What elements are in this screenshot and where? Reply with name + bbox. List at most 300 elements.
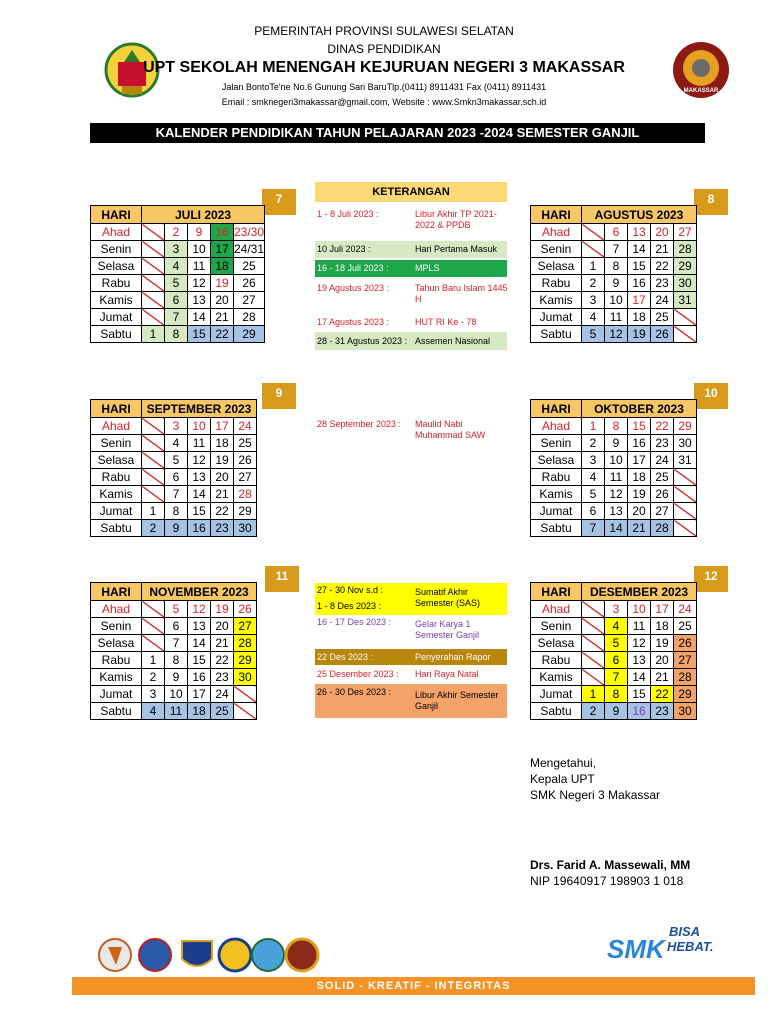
date-cell: 10: [605, 452, 628, 469]
date-cell: 16: [188, 520, 211, 537]
day-label: Jumat: [91, 503, 142, 520]
date-cell: 30: [674, 275, 697, 292]
date-cell: 2: [582, 275, 605, 292]
date-cell: 22: [651, 258, 674, 275]
ket-item: 10 Juli 2023 : Hari Pertama Masuk: [315, 241, 507, 258]
date-cell: 22: [651, 686, 674, 703]
day-label: Senin: [91, 435, 142, 452]
date-cell: 8: [165, 326, 188, 343]
date-cell: 30: [234, 669, 257, 686]
date-cell: 21: [628, 520, 651, 537]
date-cell: [142, 275, 165, 292]
date-cell: 16: [628, 435, 651, 452]
day-label: Jumat: [531, 686, 582, 703]
day-label: Sabtu: [531, 520, 582, 537]
date-cell: 27: [234, 618, 257, 635]
day-label: Ahad: [91, 224, 142, 241]
date-cell: 25: [674, 618, 697, 635]
date-cell: 23/30: [234, 225, 265, 239]
date-cell: 25: [234, 435, 257, 452]
date-cell: 23: [211, 669, 234, 686]
date-cell: 14: [628, 241, 651, 258]
date-cell: 18: [628, 309, 651, 326]
day-label: Kamis: [531, 292, 582, 309]
month-title: SEPTEMBER 2023: [142, 400, 257, 418]
date-cell: 13: [605, 503, 628, 520]
date-cell: [234, 686, 257, 703]
smk-bisa-hebat-logo: [605, 922, 735, 972]
date-cell: 13: [188, 469, 211, 486]
date-cell: 24: [651, 292, 674, 309]
day-label: Sabtu: [531, 326, 582, 343]
date-cell: 9: [605, 275, 628, 292]
day-label: Kamis: [91, 486, 142, 503]
date-cell: 11: [605, 469, 628, 486]
date-cell: 1: [142, 326, 165, 343]
date-cell: 31: [674, 452, 697, 469]
date-cell: 13: [188, 292, 211, 309]
date-cell: 27: [674, 652, 697, 669]
page-title: KALENDER PENDIDIKAN TAHUN PELAJARAN 2023 -2024 SEMESTER GANJIL: [90, 123, 705, 143]
date-cell: 14: [188, 486, 211, 503]
date-cell: 26: [651, 326, 674, 343]
date-cell: [582, 601, 605, 618]
day-label: Selasa: [531, 635, 582, 652]
date-cell: 22: [651, 418, 674, 435]
date-cell: 7: [165, 486, 188, 503]
date-cell: 2: [142, 669, 165, 686]
day-label: Kamis: [531, 486, 582, 503]
date-cell: 4: [605, 618, 628, 635]
date-cell: 1: [582, 258, 605, 275]
ket-item: 25 Desember 2023 : Hari Raya Natal: [317, 669, 479, 679]
footer-motto: SOLID - KREATIF - INTEGRITAS: [72, 977, 755, 995]
date-cell: 5: [582, 486, 605, 503]
date-cell: 2: [582, 435, 605, 452]
date-cell: 24: [651, 452, 674, 469]
month-number-badge: 10: [694, 383, 728, 409]
date-cell: 21: [211, 486, 234, 503]
date-cell: [142, 469, 165, 486]
signature-line2: Kepala UPT: [530, 772, 595, 786]
date-cell: 6: [165, 469, 188, 486]
date-cell: 5: [165, 452, 188, 469]
date-cell: 22: [211, 652, 234, 669]
day-label: Jumat: [91, 309, 142, 326]
date-cell: [142, 435, 165, 452]
date-cell: [582, 618, 605, 635]
date-cell: [142, 292, 165, 309]
date-cell: [142, 486, 165, 503]
date-cell: 25: [651, 469, 674, 486]
day-label: Sabtu: [91, 520, 142, 537]
month-title: JULI 2023: [142, 206, 265, 224]
date-cell: 12: [188, 275, 211, 292]
signature-line3: SMK Negeri 3 Makassar: [530, 788, 661, 802]
date-cell: 31: [674, 292, 697, 309]
date-cell: 10: [605, 292, 628, 309]
date-cell: 19: [651, 635, 674, 652]
date-cell: 17: [211, 241, 234, 258]
date-cell: 21: [211, 635, 234, 652]
month-number-badge: 11: [265, 566, 299, 592]
date-cell: 11: [165, 703, 188, 720]
date-cell: 8: [605, 258, 628, 275]
date-cell: 4: [165, 435, 188, 452]
date-cell: 12: [605, 486, 628, 503]
date-cell: 29: [234, 326, 265, 343]
day-label: Senin: [531, 618, 582, 635]
date-cell: 23: [651, 703, 674, 720]
date-cell: 2: [165, 224, 188, 241]
day-label: Selasa: [91, 635, 142, 652]
day-label: Ahad: [531, 224, 582, 241]
date-cell: 18: [628, 469, 651, 486]
calendar-nov: [90, 582, 257, 720]
date-cell: 23: [211, 520, 234, 537]
date-cell: 6: [582, 503, 605, 520]
month-number-badge: 7: [262, 189, 296, 215]
date-cell: 15: [628, 686, 651, 703]
date-cell: 19: [628, 326, 651, 343]
date-cell: 10: [628, 601, 651, 618]
day-label: Senin: [531, 241, 582, 258]
smk-logo-bisa: BISA: [669, 924, 701, 939]
date-cell: 25: [211, 703, 234, 720]
day-label: Rabu: [531, 652, 582, 669]
ket-item: 1 - 8 Juli 2023 : Libur Akhir TP 2021-2022 & PPDB: [317, 209, 497, 230]
date-cell: 28: [674, 669, 697, 686]
day-label: Selasa: [91, 452, 142, 469]
date-cell: 20: [211, 618, 234, 635]
date-cell: 19: [628, 486, 651, 503]
calendar-dec: [530, 582, 697, 720]
calendar-oct: [530, 399, 697, 537]
ket-item: 19 Agustus 2023 : Tahun Baru Islam 1445 H: [317, 283, 508, 304]
date-cell: 7: [605, 669, 628, 686]
day-label: Senin: [91, 618, 142, 635]
day-label: Jumat: [531, 503, 582, 520]
date-cell: 9: [605, 435, 628, 452]
date-cell: 1: [582, 686, 605, 703]
date-cell: 7: [165, 635, 188, 652]
date-cell: 6: [165, 618, 188, 635]
date-cell: 1: [142, 503, 165, 520]
date-cell: 10: [188, 418, 211, 435]
signature-nip: NIP 19640917 198903 1 018: [530, 874, 684, 888]
date-cell: 14: [605, 520, 628, 537]
date-cell: 13: [188, 618, 211, 635]
header-province: PEMERINTAH PROVINSI SULAWESI SELATAN: [254, 24, 514, 38]
date-cell: 16: [188, 669, 211, 686]
date-cell: 8: [605, 686, 628, 703]
date-cell: 6: [165, 292, 188, 309]
date-cell: 25: [651, 309, 674, 326]
date-cell: [674, 309, 697, 326]
date-cell: [582, 652, 605, 669]
day-column-header: HARI: [531, 400, 582, 418]
date-cell: 20: [651, 652, 674, 669]
header-address: Jalan BontoTe'ne No.6 Gunung Sari BaruTlp.(0411) 8911431 Fax (0411) 8911431: [221, 82, 547, 92]
day-label: Senin: [531, 435, 582, 452]
date-cell: 16: [211, 224, 234, 241]
date-cell: 1: [142, 652, 165, 669]
date-cell: 9: [605, 703, 628, 720]
date-cell: 18: [651, 618, 674, 635]
date-cell: [674, 520, 697, 537]
date-cell: 11: [605, 309, 628, 326]
date-cell: 4: [165, 258, 188, 275]
date-cell: 26: [674, 635, 697, 652]
date-cell: 11: [188, 435, 211, 452]
date-cell: 4: [582, 469, 605, 486]
date-cell: 22: [211, 503, 234, 520]
ket-item: 28 September 2023 : Maulid Nabi Muhammad SAW: [317, 419, 486, 440]
day-label: Kamis: [91, 292, 142, 309]
date-cell: 28: [234, 486, 257, 503]
ket-item: 16 - 18 Juli 2023 : MPLS: [315, 260, 507, 277]
date-cell: 14: [188, 635, 211, 652]
month-title: OKTOBER 2023: [582, 400, 697, 418]
day-label: Ahad: [531, 601, 582, 618]
date-cell: [582, 241, 605, 258]
day-label: Senin: [91, 241, 142, 258]
header-department: DINAS PENDIDIKAN: [327, 42, 441, 56]
day-label: Rabu: [91, 652, 142, 669]
date-cell: 13: [628, 652, 651, 669]
date-cell: [234, 703, 257, 720]
date-cell: 18: [188, 703, 211, 720]
day-label: Selasa: [531, 452, 582, 469]
smk-logo-caption: MAKASSAR: [683, 88, 719, 94]
date-cell: 20: [651, 224, 674, 241]
date-cell: 8: [165, 652, 188, 669]
ket-item: 26 - 30 Des 2023 : Libur Akhir Semester Ganjil: [315, 684, 507, 718]
day-label: Jumat: [531, 309, 582, 326]
date-cell: 10: [188, 241, 211, 258]
day-column-header: HARI: [91, 583, 142, 601]
date-cell: 27: [651, 503, 674, 520]
date-cell: 3: [142, 686, 165, 703]
day-label: Rabu: [91, 275, 142, 292]
date-cell: 25: [234, 258, 265, 275]
date-cell: [142, 258, 165, 275]
day-label: Ahad: [531, 418, 582, 435]
date-cell: 22: [211, 326, 234, 343]
date-cell: 5: [165, 601, 188, 618]
date-cell: 10: [165, 686, 188, 703]
day-label: Ahad: [91, 418, 142, 435]
ket-item: 28 - 31 Agustus 2023 : Assemen Nasional: [315, 332, 507, 350]
ket-item: 17 Agustus 2023 : HUT RI Ke - 78: [317, 317, 477, 327]
day-label: Ahad: [91, 601, 142, 618]
date-cell: [142, 224, 165, 241]
date-cell: 30: [674, 435, 697, 452]
date-cell: 7: [582, 520, 605, 537]
signature-line1: Mengetahui,: [530, 756, 597, 770]
date-cell: [582, 224, 605, 241]
date-cell: 18: [211, 258, 234, 275]
date-cell: 5: [605, 635, 628, 652]
date-cell: 3: [582, 452, 605, 469]
date-cell: [142, 309, 165, 326]
date-cell: 11: [188, 258, 211, 275]
date-cell: 19: [211, 275, 234, 292]
date-cell: [142, 418, 165, 435]
date-cell: 15: [188, 326, 211, 343]
date-cell: [142, 241, 165, 258]
date-cell: 14: [188, 309, 211, 326]
day-column-header: HARI: [531, 583, 582, 601]
date-cell: 29: [234, 652, 257, 669]
date-cell: 13: [628, 224, 651, 241]
ket-item: 22 Des 2023 : Penyerahan Rapor: [315, 649, 507, 665]
date-cell: 17: [628, 452, 651, 469]
keterangan-title: KETERANGAN: [315, 182, 507, 202]
date-cell: [582, 635, 605, 652]
date-cell: 8: [605, 418, 628, 435]
date-cell: 8: [165, 503, 188, 520]
date-cell: [674, 503, 697, 520]
date-cell: 27: [234, 469, 257, 486]
date-cell: 17: [628, 292, 651, 309]
date-cell: 29: [234, 503, 257, 520]
month-title: AGUSTUS 2023: [582, 206, 697, 224]
date-cell: 27: [234, 292, 265, 309]
header-school-name: UPT SEKOLAH MENENGAH KEJURUAN NEGERI 3 MAKASSAR: [143, 59, 625, 76]
date-cell: 26: [651, 486, 674, 503]
date-cell: 3: [605, 601, 628, 618]
date-cell: 20: [211, 292, 234, 309]
date-cell: 3: [582, 292, 605, 309]
date-cell: 4: [582, 309, 605, 326]
date-cell: 30: [234, 520, 257, 537]
month-number-badge: 12: [694, 566, 728, 592]
signature-name: Drs. Farid A. Massewali, MM: [530, 858, 691, 872]
date-cell: 11: [628, 618, 651, 635]
date-cell: 28: [234, 635, 257, 652]
day-label: Sabtu: [91, 703, 142, 720]
date-cell: 20: [628, 503, 651, 520]
date-cell: 28: [651, 520, 674, 537]
date-cell: 21: [651, 669, 674, 686]
date-cell: [142, 618, 165, 635]
month-number-badge: 8: [694, 189, 728, 215]
date-cell: 15: [188, 503, 211, 520]
ket-item: 27 - 30 Nov s.d : Sumatif Akhir Semester (SAS) 1 - 8 Des 2023 :: [315, 583, 507, 615]
month-number-badge: 9: [262, 383, 296, 409]
date-cell: 18: [211, 435, 234, 452]
date-cell: 19: [211, 452, 234, 469]
date-cell: 5: [165, 275, 188, 292]
date-cell: 2: [582, 703, 605, 720]
smk-logo-main: SMK: [607, 934, 665, 964]
date-cell: 17: [651, 601, 674, 618]
date-cell: 15: [188, 652, 211, 669]
month-title: DESEMBER 2023: [582, 583, 697, 601]
date-cell: [142, 635, 165, 652]
calendar-sep: [90, 399, 257, 537]
date-cell: 28: [234, 309, 265, 326]
day-label: Jumat: [91, 686, 142, 703]
date-cell: 9: [165, 520, 188, 537]
date-cell: 6: [605, 224, 628, 241]
day-label: Rabu: [531, 469, 582, 486]
date-cell: 26: [234, 601, 257, 618]
date-cell: 26: [234, 452, 257, 469]
day-column-header: HARI: [91, 206, 142, 224]
date-cell: 12: [605, 326, 628, 343]
partner-logos: [98, 935, 320, 980]
date-cell: 24: [234, 418, 257, 435]
date-cell: 9: [188, 224, 211, 241]
date-cell: 2: [142, 520, 165, 537]
date-cell: 12: [628, 635, 651, 652]
date-cell: 17: [211, 418, 234, 435]
calendar-aug: [530, 205, 697, 343]
date-cell: 9: [165, 669, 188, 686]
date-cell: 29: [674, 686, 697, 703]
date-cell: 4: [142, 703, 165, 720]
date-cell: 29: [674, 418, 697, 435]
ket-item: 16 - 17 Des 2023 : Gelar Karya 1 Semester Ganjil: [317, 617, 480, 640]
date-cell: 12: [188, 601, 211, 618]
smk-logo-hebat: HEBAT.: [667, 939, 714, 954]
date-cell: [674, 326, 697, 343]
date-cell: 7: [165, 309, 188, 326]
date-cell: 5: [582, 326, 605, 343]
date-cell: 15: [628, 258, 651, 275]
date-cell: 19: [211, 601, 234, 618]
header-contact: Email : smknegeri3makassar@gmail.com, Website : www.Smkn3makassar.sch.id: [221, 97, 547, 107]
date-cell: 29: [674, 258, 697, 275]
day-label: Sabtu: [91, 326, 142, 343]
date-cell: 30: [674, 703, 697, 720]
date-cell: 23: [651, 275, 674, 292]
date-cell: [142, 601, 165, 618]
date-cell: 16: [628, 703, 651, 720]
day-column-header: HARI: [531, 206, 582, 224]
date-cell: 14: [628, 669, 651, 686]
date-cell: 23: [651, 435, 674, 452]
date-cell: 17: [188, 686, 211, 703]
day-label: Selasa: [91, 258, 142, 275]
date-cell: 28: [674, 241, 697, 258]
date-cell: 3: [165, 241, 188, 258]
date-cell: 21: [211, 309, 234, 326]
date-cell: 15: [628, 418, 651, 435]
signature-block: [530, 755, 660, 803]
date-cell: [142, 452, 165, 469]
day-label: Selasa: [531, 258, 582, 275]
month-title: NOVEMBER 2023: [142, 583, 257, 601]
day-label: Rabu: [91, 469, 142, 486]
date-cell: [674, 486, 697, 503]
date-cell: 24: [674, 601, 697, 618]
date-cell: 27: [674, 224, 697, 241]
date-cell: 6: [605, 652, 628, 669]
date-cell: 21: [651, 241, 674, 258]
date-cell: 7: [605, 241, 628, 258]
date-cell: 24/31: [234, 242, 265, 256]
date-cell: 1: [582, 418, 605, 435]
day-label: Rabu: [531, 275, 582, 292]
day-label: Sabtu: [531, 703, 582, 720]
day-label: Kamis: [91, 669, 142, 686]
date-cell: 3: [165, 418, 188, 435]
date-cell: 26: [234, 275, 265, 292]
calendar-jul: [90, 205, 265, 343]
